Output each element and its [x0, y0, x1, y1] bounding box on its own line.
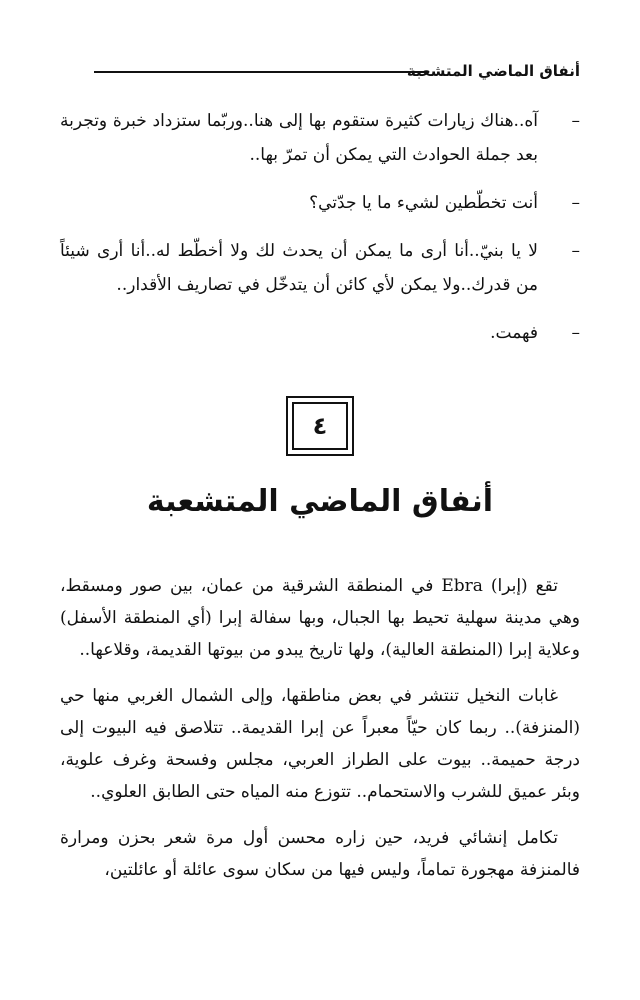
dialogue-list: [60, 104, 580, 364]
chapter-number: ٤: [312, 412, 328, 440]
header-rule: [94, 71, 428, 73]
dialogue-dash: –: [571, 323, 580, 343]
running-header: [94, 56, 580, 86]
dialogue-line: [60, 316, 580, 350]
dialogue-dash: –: [571, 111, 580, 131]
body-paragraph: تكامل إنشائي فريد، حين زاره محسن أول مرة شعر بحزن ومرارة فالمنزفة مهجورة تماماً، وليس فيها من سكان سوى عائلة أو عائلتين،: [60, 828, 580, 880]
dialogue-text: فهمت.: [490, 323, 538, 343]
running-title: أنفاق الماضي المتشعبة: [406, 62, 580, 80]
dialogue-line: [60, 186, 580, 220]
dialogue-line: [60, 234, 580, 302]
chapter-title: أنفاق الماضي المتشعبة: [146, 484, 494, 519]
dialogue-text: لا يا بنيّ..أنا أرى ما يمكن أن يحدث لك ولا أخطّط له..أنا أرى شيئاً من قدرك..ولا يمكن لأي كائن أن يتدخّل في تصاريف الأقدار..: [60, 241, 538, 295]
dialogue-dash: –: [571, 193, 580, 213]
dialogue-text: آه..هناك زيارات كثيرة ستقوم بها إلى هنا..وربّما ستزداد خبرة وتجربة بعد جملة الحوادث التي يمكن أن تمرّ بها..: [60, 111, 538, 165]
dialogue-dash: –: [571, 241, 580, 261]
dialogue-text: أنت تخطّطين لشيء ما يا جدّتي؟: [309, 193, 538, 213]
dialogue-line: [60, 104, 580, 172]
chapter-body: [60, 570, 580, 900]
body-paragraph: غابات النخيل تنتشر في بعض مناطقها، وإلى الشمال الغربي منها حي (المنزفة).. ربما كان حيّاً معبراً عن إبرا القديمة.. تتلاصق فيه البيوت إلى درجة حميمة.. بيوت على الطراز العربي، مجلس وفسحة وغرف علوية، وبئر عميق للشرب والاستحمام.. تتوزع منه المياه حتى الطابق العلوي..: [60, 686, 580, 802]
body-paragraph: تقع (إبرا) Ebra في المنطقة الشرقية من عمان، بين صور ومسقط، وهي مدينة سهلية تحيط بها الجبال، وبها سفالة إبرا (أي المنطقة الأسفل) وعلاية إبرا (المنطقة العالية)، ولها تاريخ يبدو من بيوتها القديمة، وقلاعها..: [60, 576, 580, 660]
chapter-number-box: [286, 396, 354, 456]
